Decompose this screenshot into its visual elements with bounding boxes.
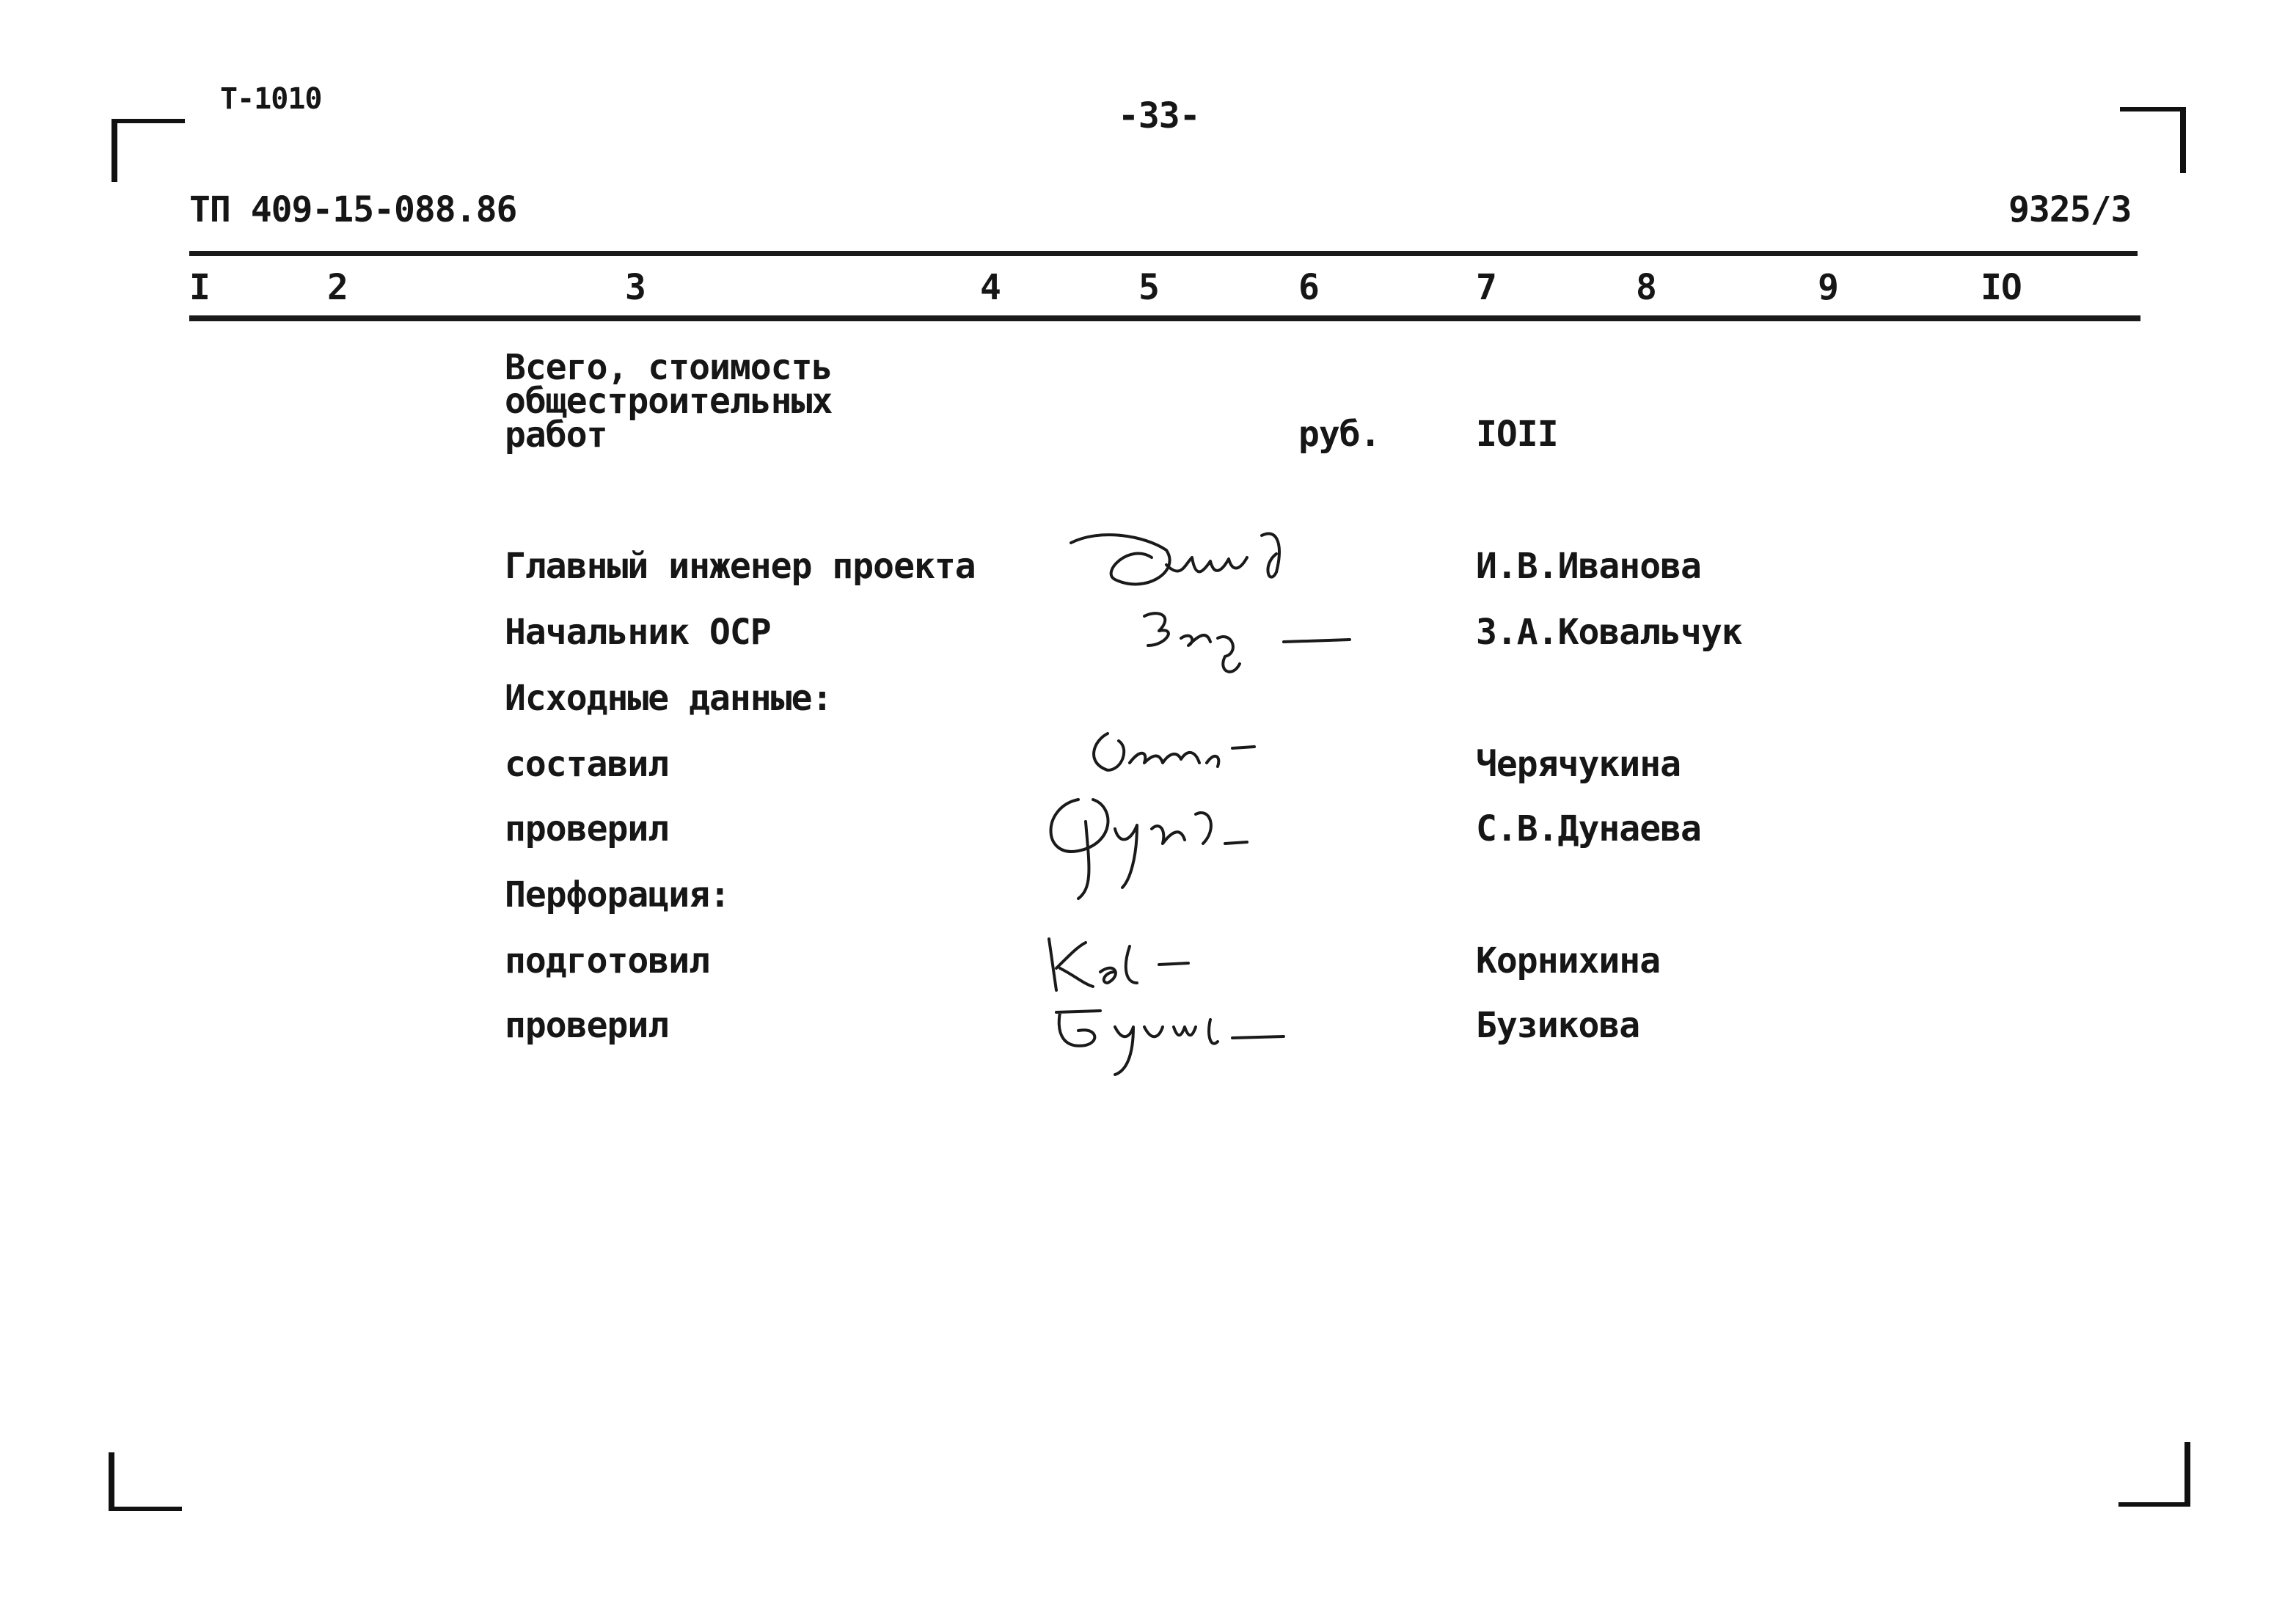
total-label-line: Всего, стоимость — [505, 347, 833, 388]
handwritten-signature — [1137, 601, 1372, 682]
table-header-bottom-rule — [189, 315, 2140, 321]
column-number: 2 — [327, 267, 348, 308]
total-unit: руб. — [1298, 414, 1381, 455]
signature-role: составил — [505, 744, 669, 785]
column-number: 4 — [980, 267, 1001, 308]
handwritten-signature — [1056, 513, 1335, 601]
total-label — [505, 347, 833, 456]
column-number: 5 — [1138, 267, 1159, 308]
column-number: I — [189, 267, 210, 308]
signature-role: проверил — [505, 1005, 669, 1046]
page-number: -33- — [1118, 95, 1200, 136]
document-code: Т-1010 — [220, 82, 322, 116]
signature-role: Главный инженер проекта — [505, 546, 976, 587]
total-label-line: работ — [505, 414, 607, 456]
total-label-line: общестроительных — [505, 381, 833, 422]
table-top-rule — [189, 251, 2138, 256]
signature-name: Бузикова — [1476, 1005, 1640, 1046]
total-value: IOII — [1476, 414, 1558, 455]
section-heading: Перфорация: — [505, 874, 730, 915]
signature-name: З.А.Ковальчук — [1476, 612, 1742, 653]
section-heading: Исходные данные: — [505, 678, 833, 719]
signature-name: Черячукина — [1476, 744, 1681, 785]
project-number: ТП 409-15-088.86 — [189, 189, 517, 230]
signature-name: И.В.Иванова — [1476, 546, 1701, 587]
signature-name: С.В.Дунаева — [1476, 808, 1701, 849]
signature-role: подготовил — [505, 940, 709, 981]
album-number: 9325/3 — [2008, 189, 2132, 230]
handwritten-signature — [1034, 778, 1276, 902]
signature-role: Начальник ОСР — [505, 612, 771, 653]
column-number: 6 — [1298, 267, 1319, 308]
handwritten-signature — [1042, 998, 1320, 1078]
column-number: 8 — [1636, 267, 1656, 308]
signature-name: Корнихина — [1476, 940, 1661, 981]
column-number: IO — [1981, 267, 2022, 308]
signature-role: проверил — [505, 808, 669, 849]
column-number: 7 — [1476, 267, 1496, 308]
column-number: 3 — [625, 267, 646, 308]
column-number: 9 — [1818, 267, 1838, 308]
handwritten-signature — [1034, 932, 1225, 998]
